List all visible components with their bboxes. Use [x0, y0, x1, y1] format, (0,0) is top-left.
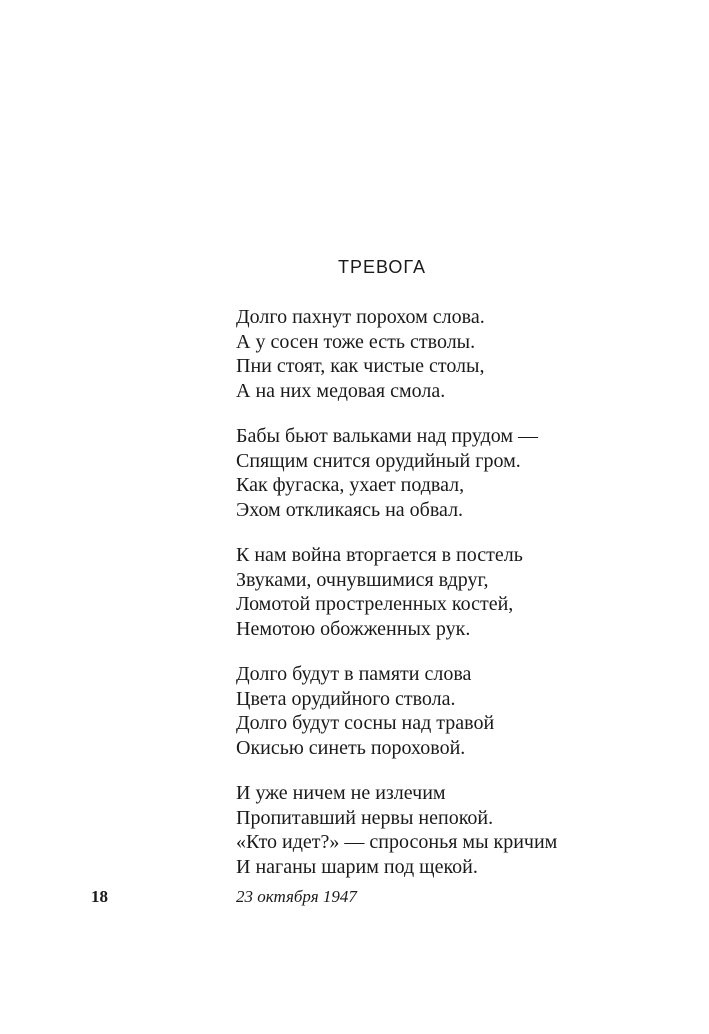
poem-line: Ломотой простреленных костей, — [236, 593, 514, 615]
stanza-3 — [236, 543, 696, 641]
stanza-5 — [236, 781, 696, 879]
poem-line: Долго будут в памяти слова — [236, 663, 472, 685]
poem-date: 23 октября 1947 — [236, 887, 357, 906]
stanza-2 — [236, 424, 696, 522]
poem-line: «Кто идет?» — спросонья мы кричим — [236, 831, 558, 853]
poem-line: Спящим снится орудийный гром. — [236, 449, 521, 472]
poem-line: Эхом откликаясь на обвал. — [236, 498, 464, 521]
poem-line: И уже ничем не излечим — [236, 782, 446, 804]
poem-line: Окисью синеть пороховой. — [236, 736, 466, 759]
poem-line: Бабы бьют вальками над прудом — — [236, 425, 539, 447]
poem-line: Немотою обожженных рук. — [236, 617, 471, 640]
poem-line: Цвета орудийного ствола. — [236, 687, 456, 710]
poem-line: Звуками, очнувшимися вдруг, — [236, 568, 489, 591]
stanza-4 — [236, 662, 696, 760]
poem-line: К нам война вторгается в постель — [236, 544, 523, 566]
poem-line: Пни стоят, как чистые столы, — [236, 355, 485, 377]
stanza-1 — [236, 305, 696, 403]
poem-line: Долго пахнут порохом слова. — [236, 306, 485, 328]
poem-line: И наганы шарим под щекой. — [236, 855, 478, 878]
poem-title: ТРЕВОГА — [338, 257, 426, 277]
poem-line: Долго будут сосны над травой — [236, 712, 495, 734]
poem-line: А у сосен тоже есть стволы. — [236, 330, 476, 353]
poem-line: А на них медовая смола. — [236, 379, 446, 402]
poem-body — [236, 305, 696, 900]
poem-line: Как фугаска, ухает подвал, — [236, 474, 465, 496]
page-number: 18 — [91, 887, 108, 906]
poem-line: Пропитавший нервы непокой. — [236, 806, 494, 829]
